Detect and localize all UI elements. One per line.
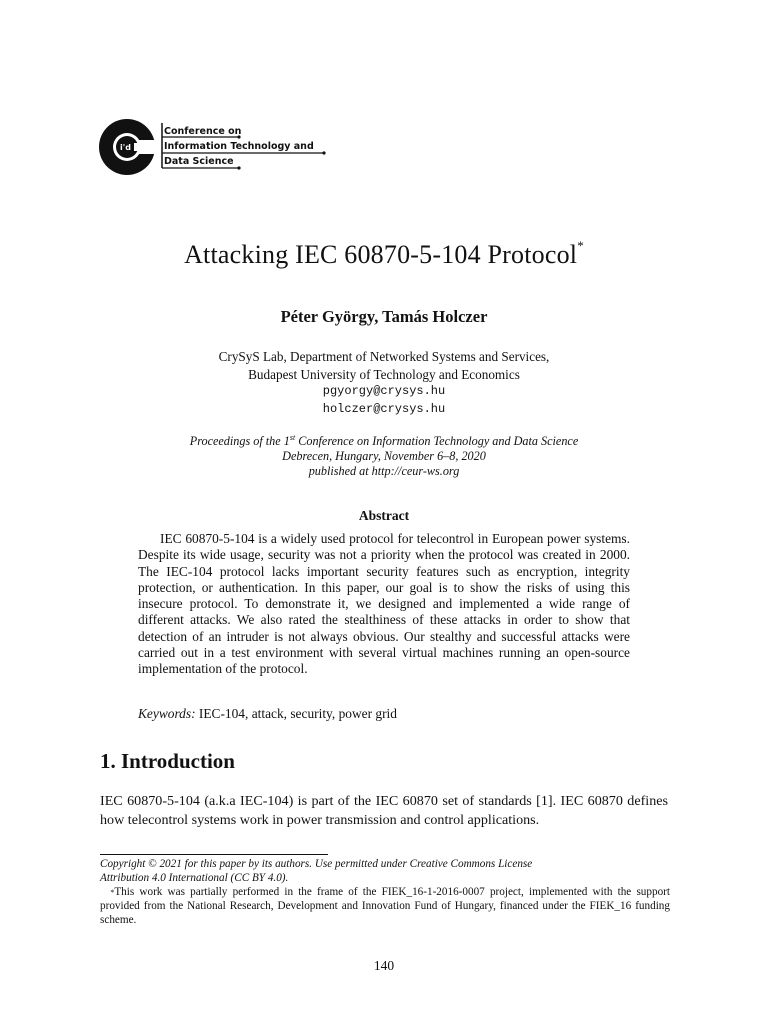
copyright-line-2: Attribution 4.0 International (CC BY 4.0). bbox=[100, 872, 289, 884]
logo-text bbox=[164, 124, 314, 169]
email-1[interactable]: pgyorgy@crysys.hu bbox=[322, 384, 446, 398]
paper-title-text: Attacking IEC 60870-5-104 Protocol bbox=[184, 240, 578, 269]
title-footnote-mark[interactable]: * bbox=[577, 238, 584, 253]
email-2[interactable]: holczer@crysys.hu bbox=[322, 401, 446, 416]
logo-line-1: Conference on bbox=[164, 126, 242, 137]
proceedings-line-2: Debrecen, Hungary, November 6–8, 2020 bbox=[282, 449, 486, 464]
keywords-text: IEC-104, attack, security, power grid bbox=[195, 706, 397, 721]
footnote-rule bbox=[100, 854, 328, 855]
conference-logo bbox=[98, 118, 338, 178]
abstract-heading: Abstract bbox=[358, 508, 410, 523]
footnote-mark: * bbox=[110, 888, 115, 897]
introduction-text: IEC 60870-5-104 (a.k.a IEC-104) is part of the IEC 60870 set of standards [1]. IEC 60870 defines how telecontrol systems work in power transmission and control applications. bbox=[100, 793, 668, 828]
proceedings-info bbox=[0, 430, 768, 479]
proceedings-line-1 bbox=[0, 430, 768, 449]
paper-authors: Péter György, Tamás Holczer bbox=[280, 307, 488, 326]
keywords-label: Keywords: bbox=[138, 706, 196, 721]
abstract-text: IEC 60870-5-104 is a widely used protocol for telecontrol in European power systems. Despite its wide usage, security was not a priority when the protocol was created in 2000. The IEC-104 protocol lacks important security features such as encryption, integrity protection, or authentication. In this paper, our goal is to show the risks of using this insecure protocol. To demonstrate it, we designed and implemented a wide range of different attacks. We also rated the stealthiness of these attacks in order to show that detection of an intruder is not always obvious. Our stealthy and successful attacks were carried out in a test environment with several virtual machines running an open-source implementation of the protocol. bbox=[138, 531, 630, 677]
logo-line-2: Information Technology and bbox=[164, 141, 314, 152]
section-heading-introduction: 1. Introduction bbox=[100, 749, 235, 773]
affiliation bbox=[0, 348, 768, 418]
logo-glyph-text: i'd bbox=[120, 143, 131, 152]
affiliation-line-2: Budapest University of Technology and Economics bbox=[248, 366, 520, 382]
paper-title bbox=[0, 240, 768, 270]
copyright-line-1: Copyright © 2021 for this paper by its authors. Use permitted under Creative Commons License bbox=[100, 858, 533, 870]
proceedings-prefix: Proceedings of the 1 bbox=[189, 434, 290, 449]
proceedings-line-3[interactable]: published at http://ceur-ws.org bbox=[308, 464, 460, 479]
funding-footnote bbox=[100, 885, 670, 927]
proceedings-sup: st bbox=[289, 433, 296, 442]
footnote-text: This work was partially performed in the frame of the FIEK_16-1-2016-0007 project, implemented with the support provided from the National Research, Development and Innovation Fund of Hungary, financed under the FIEK_16 funding scheme. bbox=[100, 886, 671, 926]
affiliation-line-1: CrySyS Lab, Department of Networked Systems and Services, bbox=[218, 349, 550, 364]
logo-line-3: Data Science bbox=[164, 156, 234, 167]
proceedings-suffix: Conference on Information Technology and Data Science bbox=[295, 434, 579, 449]
keywords bbox=[138, 706, 630, 722]
page-number: 140 bbox=[373, 958, 395, 973]
copyright-notice bbox=[100, 857, 670, 885]
